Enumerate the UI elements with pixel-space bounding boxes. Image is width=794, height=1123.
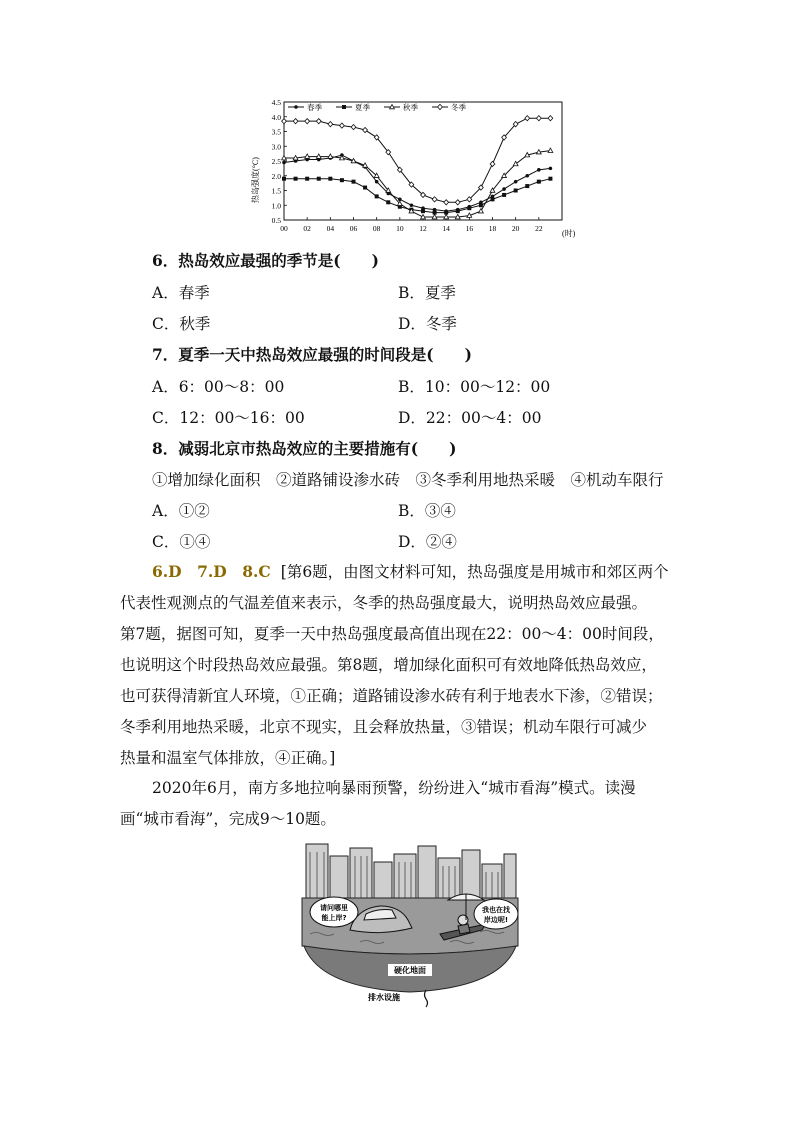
chart-svg bbox=[232, 92, 580, 242]
x-tick-label: 12 bbox=[419, 224, 427, 233]
data-point bbox=[282, 119, 287, 124]
data-point bbox=[537, 180, 541, 184]
q8-option-a: A．①② bbox=[152, 502, 210, 520]
x-tick-label: 20 bbox=[511, 224, 520, 233]
y-tick-label: 1.0 bbox=[271, 201, 281, 211]
question-7-stem: 7．夏季一天中热岛效应最强的时间段是( ) bbox=[152, 345, 472, 364]
data-point bbox=[316, 119, 321, 124]
legend-label: 秋季 bbox=[403, 103, 418, 112]
q8-option-b: B．③④ bbox=[398, 502, 456, 520]
data-point bbox=[340, 123, 345, 128]
x-tick-label: 08 bbox=[372, 224, 381, 233]
ground-label: 硬化地面 bbox=[394, 966, 426, 975]
drain-label: 排水设施 bbox=[368, 993, 400, 1002]
data-point bbox=[351, 124, 356, 129]
data-point bbox=[432, 197, 437, 202]
legend-label: 春季 bbox=[307, 103, 322, 112]
x-tick-label: 18 bbox=[488, 224, 497, 233]
data-point bbox=[352, 180, 356, 184]
data-point bbox=[525, 174, 529, 178]
bubble-left-line-1: 请问哪里 bbox=[320, 904, 348, 912]
question-6-stem: 6．热岛效应最强的季节是( ) bbox=[152, 251, 379, 270]
x-tick-label: 06 bbox=[349, 224, 358, 233]
x-tick-label: 10 bbox=[396, 224, 404, 233]
data-point bbox=[386, 200, 390, 204]
y-axis-label: 热岛强度(°C) bbox=[251, 157, 260, 203]
y-tick-label: 0.5 bbox=[271, 216, 281, 225]
x-tick-label: 00 bbox=[280, 224, 288, 233]
x-tick-label: 14 bbox=[442, 224, 450, 233]
legend-item bbox=[432, 102, 466, 112]
data-point bbox=[421, 209, 425, 213]
data-point bbox=[410, 203, 414, 207]
data-point bbox=[375, 180, 379, 184]
data-point bbox=[294, 105, 298, 109]
data-point bbox=[444, 200, 449, 205]
drain-pipe bbox=[425, 990, 428, 1007]
data-point bbox=[467, 206, 471, 210]
data-point bbox=[502, 187, 506, 191]
data-point bbox=[491, 197, 495, 201]
explanation-line-2: 代表性观测点的气温差值来表示，冬季的热岛强度最大，说明热岛效应最强。 bbox=[120, 594, 648, 612]
data-point bbox=[282, 177, 286, 181]
q8-option-c: C．①④ bbox=[152, 533, 211, 551]
data-point bbox=[363, 186, 367, 190]
data-point bbox=[514, 189, 518, 193]
q6-option-b: B．夏季 bbox=[398, 284, 456, 302]
question-8-stem: 8．减弱北京市热岛效应的主要措施有( ) bbox=[152, 439, 457, 458]
heat-island-chart bbox=[232, 92, 580, 242]
x-axis-unit: (时) bbox=[562, 229, 576, 238]
data-point bbox=[502, 193, 506, 197]
q6-option-d: D．冬季 bbox=[398, 315, 457, 333]
y-tick-label: 2.5 bbox=[271, 157, 281, 166]
y-tick-label: 1.5 bbox=[271, 186, 281, 196]
data-point bbox=[456, 209, 460, 213]
y-tick-label: 3.0 bbox=[271, 142, 281, 152]
series-line bbox=[284, 155, 550, 211]
data-point bbox=[479, 203, 483, 207]
data-point bbox=[317, 177, 321, 181]
series-line bbox=[284, 118, 550, 202]
explanation-line-7: 热量和温室气体排放，④正确。] bbox=[120, 749, 336, 767]
data-point bbox=[548, 177, 552, 181]
intro-line-2: 画“城市看海”，完成9～10题。 bbox=[120, 810, 336, 828]
data-point bbox=[342, 105, 346, 109]
q8-option-d: D．②④ bbox=[398, 533, 457, 551]
explanation-line-6: 冬季利用地热采暖，北京不现实，且会释放热量，③错误；机动车限行可减少 bbox=[120, 718, 648, 736]
data-point bbox=[293, 119, 298, 124]
legend-label: 夏季 bbox=[355, 103, 370, 112]
intro-line-1: 2020年6月，南方多地拉响暴雨预警，纷纷进入“城市看海”模式。读漫 bbox=[152, 779, 636, 797]
answer-key: 6.D 7.D 8.C bbox=[152, 562, 271, 581]
q6-option-a: A．春季 bbox=[152, 284, 210, 302]
x-tick-label: 22 bbox=[535, 224, 543, 233]
y-tick-label: 2.0 bbox=[271, 171, 281, 181]
explanation-line-3: 第7题，据图可知，夏季一天中热岛强度最高值出现在22：00～4：00时间段， bbox=[120, 625, 664, 643]
data-point bbox=[525, 184, 529, 188]
intro-9-10 bbox=[120, 773, 680, 835]
x-tick-label: 16 bbox=[465, 224, 474, 233]
data-point bbox=[328, 177, 332, 181]
explanation-line-1: [第6题，由图文材料可知，热岛强度是用城市和郊区两个 bbox=[280, 563, 669, 581]
series-line bbox=[284, 179, 550, 213]
data-point bbox=[438, 104, 443, 109]
data-point bbox=[548, 148, 553, 152]
series-2 bbox=[282, 177, 552, 215]
series-1 bbox=[282, 153, 552, 213]
q7-option-d: D．22：00～4：00 bbox=[398, 409, 542, 427]
data-point bbox=[548, 116, 553, 121]
data-point bbox=[328, 122, 333, 127]
legend-label: 冬季 bbox=[451, 103, 466, 112]
bubble-left-line-2: 能上岸? bbox=[321, 914, 347, 922]
speech-bubble-left bbox=[310, 897, 358, 927]
data-point bbox=[525, 116, 530, 121]
x-tick-label: 04 bbox=[326, 224, 335, 233]
x-tick-label: 02 bbox=[303, 224, 311, 233]
data-point bbox=[513, 161, 518, 165]
data-point bbox=[363, 127, 368, 132]
bubble-right-line-1: 我也在找 bbox=[482, 906, 510, 914]
y-tick-label: 4.5 bbox=[271, 98, 281, 107]
data-point bbox=[536, 116, 541, 121]
data-point bbox=[340, 178, 344, 182]
data-point bbox=[305, 119, 310, 124]
y-tick-label: 3.5 bbox=[271, 127, 281, 137]
data-point bbox=[537, 168, 541, 172]
answer-explanation bbox=[120, 556, 680, 774]
data-point bbox=[282, 161, 286, 165]
speech-bubble-right bbox=[474, 899, 518, 929]
legend-item bbox=[336, 102, 370, 112]
data-point bbox=[375, 194, 379, 198]
bubble-right-line-2: 岸边呢! bbox=[483, 916, 509, 924]
y-tick-label: 4.0 bbox=[271, 112, 281, 122]
q6-option-c: C．秋季 bbox=[152, 315, 211, 333]
data-point bbox=[305, 177, 309, 181]
data-point bbox=[294, 177, 298, 181]
explanation-line-4: 也说明这个时段热岛效应最强。第8题，增加绿化面积可有效地降低热岛效应， bbox=[120, 656, 657, 674]
q8-items: ①增加绿化面积 ②道路铺设渗水砖 ③冬季利用地热采暖 ④机动车限行 bbox=[152, 471, 664, 489]
city-flood-cartoon bbox=[300, 838, 520, 1010]
data-point bbox=[479, 209, 484, 213]
q7-option-a: A．6：00～8：00 bbox=[152, 378, 285, 396]
q7-option-c: C．12：00～16：00 bbox=[152, 409, 305, 427]
legend-item bbox=[384, 102, 418, 112]
legend-item bbox=[288, 102, 322, 112]
data-point bbox=[490, 161, 495, 166]
q7-option-b: B．10：00～12：00 bbox=[398, 378, 551, 396]
data-point bbox=[514, 180, 518, 184]
data-point bbox=[549, 167, 553, 171]
explanation-line-5: 也可获得清新宜人环境，①正确；道路铺设渗水砖有利于地表水下渗，②错误； bbox=[120, 687, 663, 705]
data-point bbox=[455, 200, 460, 205]
